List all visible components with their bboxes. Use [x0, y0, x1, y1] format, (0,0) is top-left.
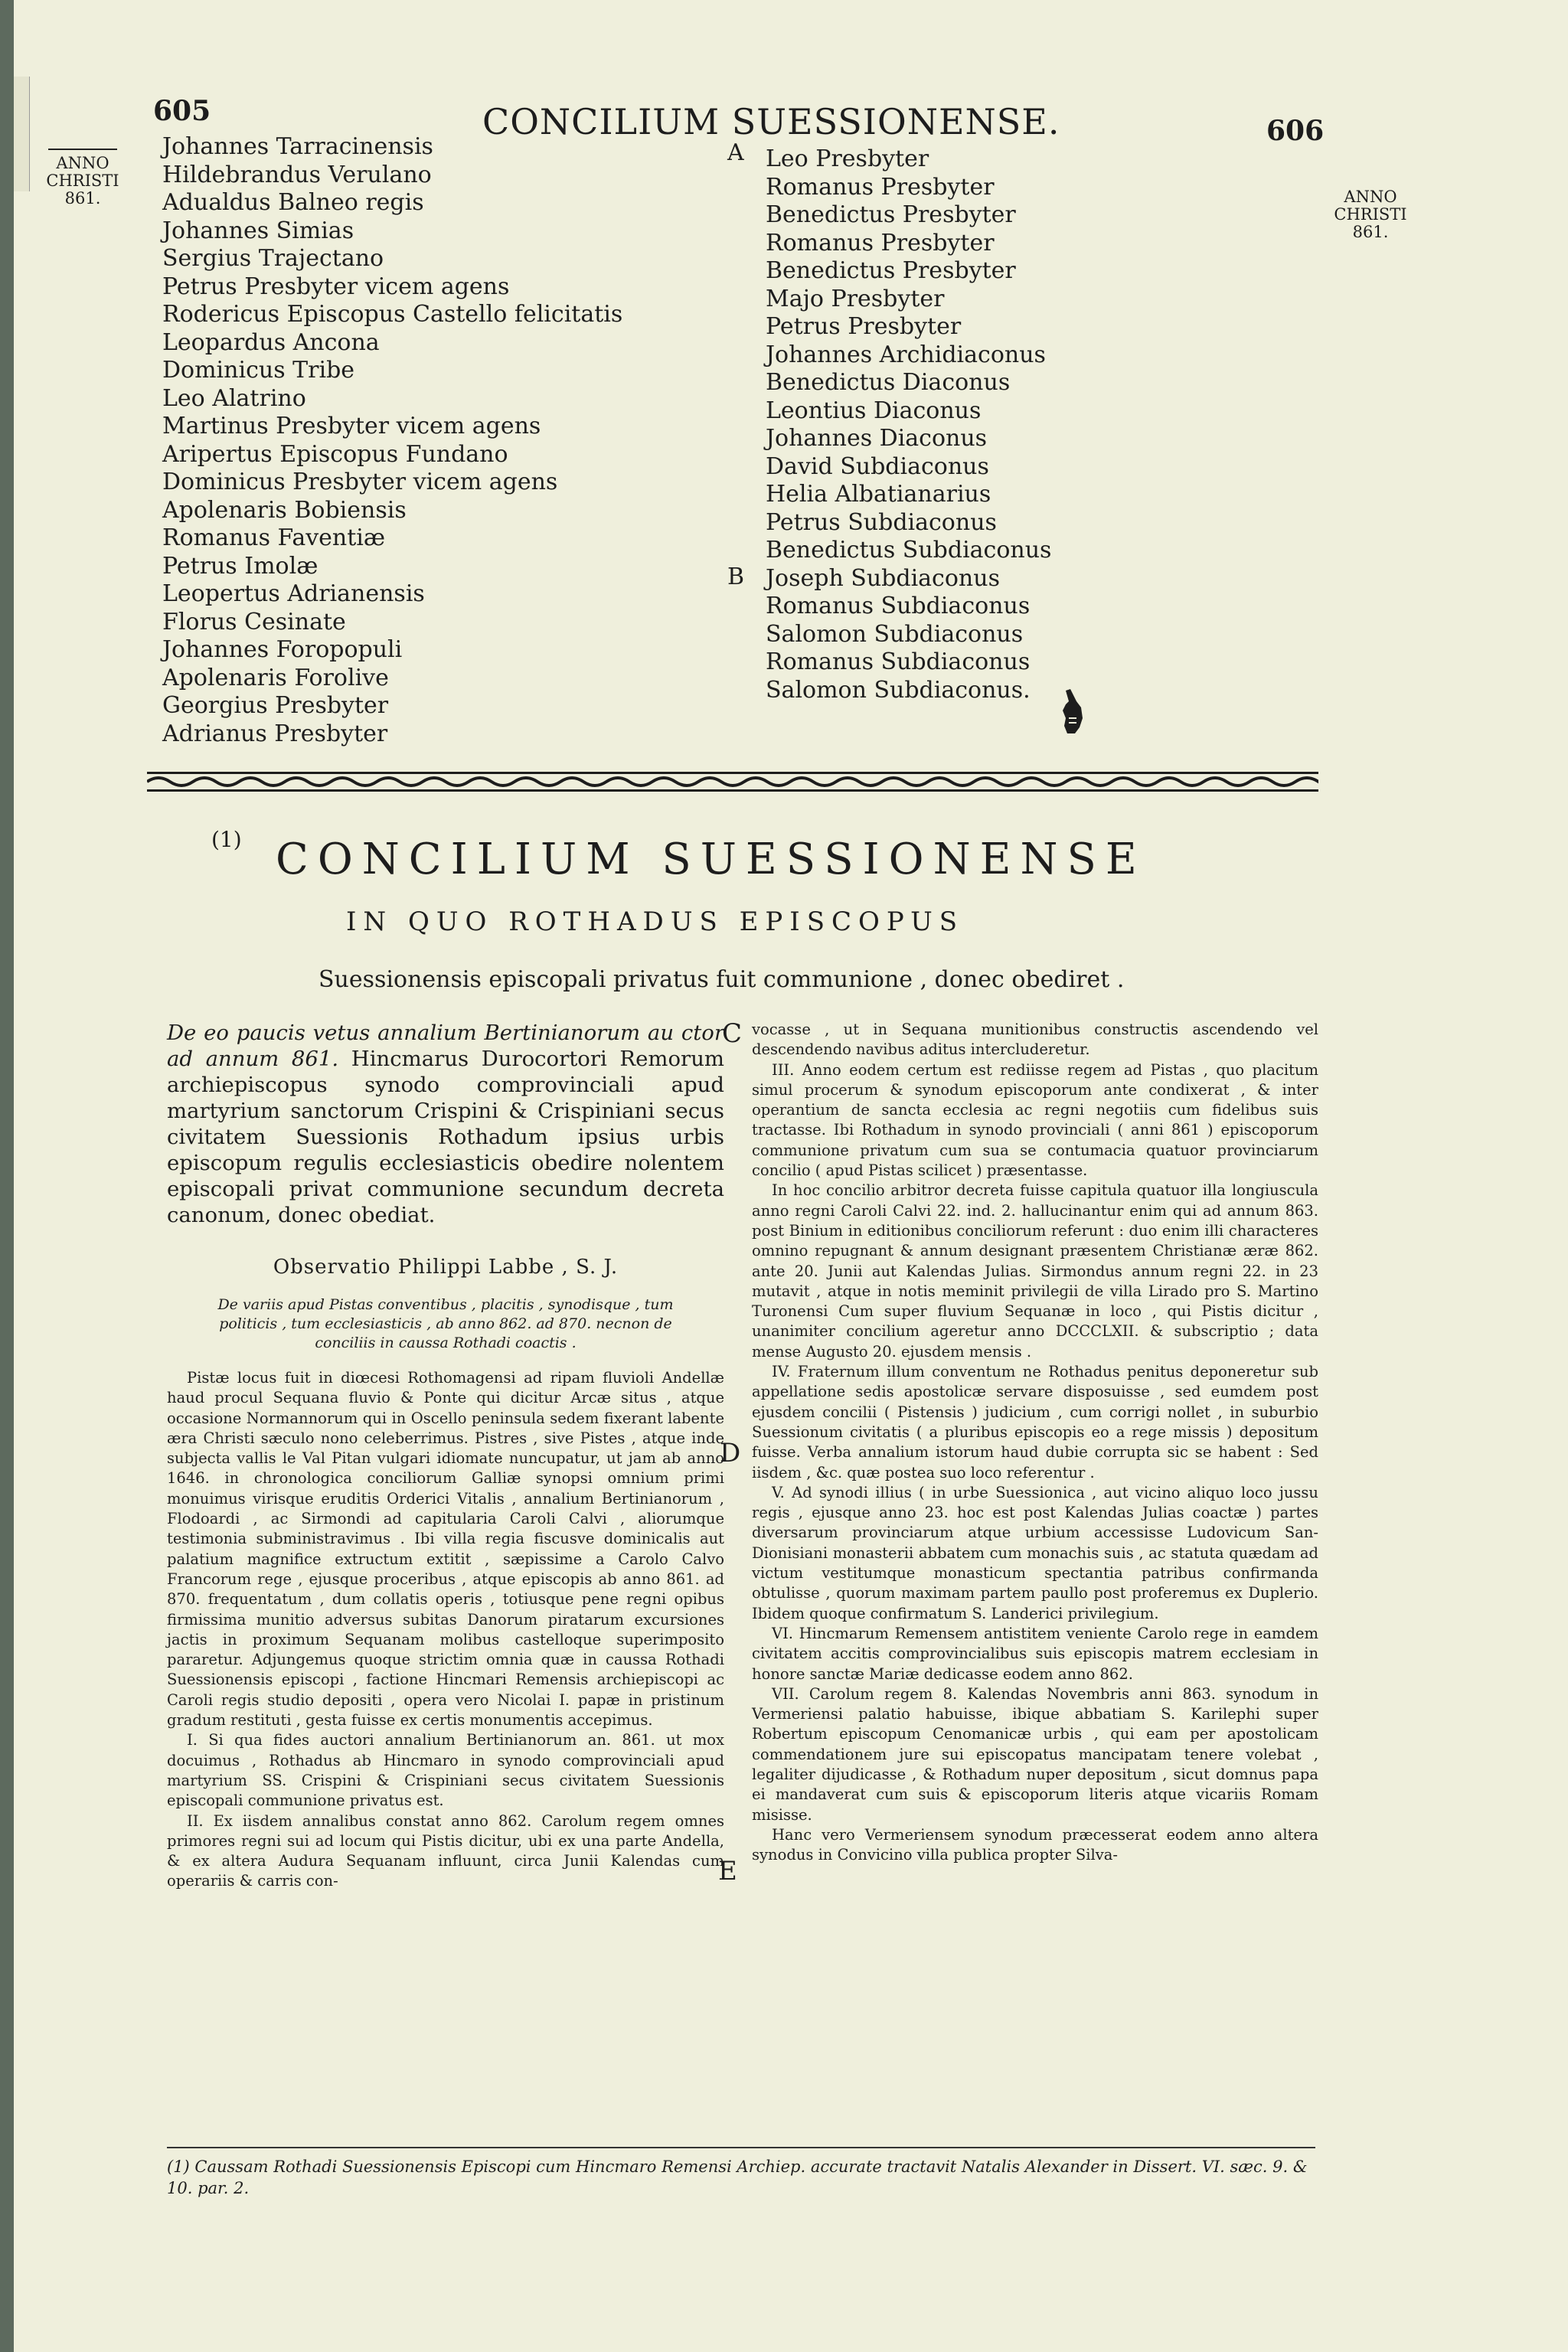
signatory-name: Johannes Archidiaconus	[766, 341, 1046, 368]
signatory-name: Leopardus Ancona	[162, 328, 380, 356]
paragraph: IV. Fraternum illum conventum ne Rothadus penitus deponeretur sub appellatione sedis apostolicæ servare disposuisse , sed eumdem post ejusdem concilii ( Pistensis ) judicium , cum corrigi nollet , in suburbio Suessionum civitatis ( a pluribus episcopis eo a rege missis ) depositum fuisse. Verba annalium istorum haud dubie corrupta sic se habent : Sed iisdem , &c. quæ postea suo loco referentur .	[752, 1363, 1318, 1481]
paragraph: Pistæ locus fuit in diœcesi Rothomagensi ad ripam fluvioli Andellæ haud procul Sequana fluvio & Ponte qui dicitur Arcæ situs , atque occasione Normannorum qui in Oscello peninsula sedem fixerant labente æra Christi sæculo nono celeberrimus. Pistres , sive Pistes , atque inde subjecta vallis le Val Pitan vulgari idiomate nuncupatur, ut jam ab anno 1646. in chronologica conciliorum Galliæ synopsi omnium primi monuimus virisque eruditis Orderici Vitalis , annalium Bertinianorum , Flodoardi , ac Sirmondi ad capitularia Caroli Calvi , aliorumque testimonia subministravimus . Ibi villa regia fiscusve dominicalis aut palatium magnifice extructum extitit , sæpissime a Carolo Calvo Francorum rege , ejusque proceribus , atque episcopis ab anno 861. ad 870. frequentatum , dum collatis operis , totiusque pene regni opibus firmissima munitio adversus subitas Danorum piratarum excursiones jactis in proximum Sequanam molibus castelloque superimposito pararetur. Adjungemus quoque strictim omnia quæ in caussa Rothadi Suessionensis episcopi , factione Hincmari Remensis archiepiscopi ac Caroli regis studio depositi , opera vero Nicolai I. papæ in pristinum gradum restituti , gesta fuisse ex certis monumentis accepimus.	[167, 1369, 724, 1730]
signatory-name: Salomon Subdiaconus.	[766, 676, 1031, 704]
intro-italic: De eo paucis vetus annalium Bertinianorum au ctor ad annum 861.	[167, 1021, 724, 1071]
footnote-rule	[167, 2147, 1315, 2148]
signatory-name: Petrus Presbyter vicem agens	[162, 273, 510, 300]
margin-note-right	[1325, 188, 1416, 241]
observatio-description: De variis apud Pistas conventibus , placitis , synodisque , tum politicis , tum ecclesiasticis , ab anno 862. ad 870. necnon de conciliis in caussa Rothadi coactis .	[217, 1296, 674, 1351]
signatory-name: Benedictus Presbyter	[766, 257, 1016, 284]
signatory-name: Aripertus Episcopus Fundano	[162, 440, 508, 468]
section-letter-c: C	[722, 1018, 743, 1049]
margin-year: 861.	[1352, 223, 1389, 241]
intro-roman: Hincmarus Durocortori Remorum archiepiscopus synodo comprovinciali apud martyrium sanctorum Crispini & Crispiniani secus civitatem Suessionis Rothadum ipsius urbis episcopum regulis ecclesiasticis obedire nolentem episcopali privat communione secundum decreta canonum, donec obediat.	[167, 1047, 724, 1227]
signatory-name: Helia Albatianarius	[766, 481, 991, 508]
signatories-right-column	[766, 145, 1051, 704]
running-title: CONCILIUM SUESSIONENSE.	[482, 101, 1060, 142]
signatory-name: Apolenaris Bobiensis	[162, 496, 407, 524]
margin-christi: CHRISTI	[46, 172, 119, 190]
right-paragraphs	[752, 1020, 1318, 1865]
signatory-name: Majo Presbyter	[766, 285, 945, 312]
signatory-name: Sergius Trajectano	[162, 245, 384, 272]
paragraph: In hoc concilio arbitror decreta fuisse capitula quatuor illa longiuscula anno regni Caroli Calvi 22. ind. 2. hallucinantur enim qui ad annum 863. post Binium in editionibus conciliorum referunt : duo enim illi characteres omnino repugnant & annum designant præsentem Christianæ æræ 862. ante 20. Junii aut Kalendas Julias. Sirmondus annum regni 22. in 23 mutavit , atque in notis meminit privilegii de villa Lirado pro S. Martino Turonensi Cum super fluvium Sequanæ in loco , qui Pistis dicitur , unanimiter concilium ageretur anno DCCCLXII. & subscriptio ; data mense Augusto 20. ejusdem mensis .	[752, 1181, 1318, 1361]
margin-anno: ANNO	[1344, 188, 1397, 206]
council-subtitle-line: Suessionensis episcopali privatus fuit communione , donec obediret .	[318, 966, 1125, 993]
signatory-name: Adualdus Balneo regis	[162, 189, 424, 216]
section-letter-b: B	[727, 564, 745, 590]
signatory-name: Romanus Subdiaconus	[766, 593, 1031, 619]
signatories-left-column	[162, 133, 622, 748]
signatory-name: Petrus Presbyter	[766, 313, 962, 340]
signatory-name: Johannes Simias	[162, 217, 354, 244]
signatory-name: Florus Cesinate	[162, 608, 346, 635]
council-subtitle: IN QUO ROTHADUS EPISCOPUS	[346, 906, 965, 937]
page-number-left: 605	[153, 95, 211, 127]
margin-rule	[48, 149, 117, 150]
pointing-hand-icon	[1060, 688, 1086, 737]
signatory-name: Leontius Diaconus	[766, 397, 982, 424]
signatory-name: David Subdiaconus	[766, 452, 989, 480]
signatory-name: Romanus Presbyter	[766, 173, 995, 201]
signatory-name: Johannes Foropopuli	[162, 636, 403, 663]
signatory-name: Johannes Diaconus	[766, 425, 988, 452]
signatory-name: Johannes Tarracinensis	[162, 133, 433, 160]
signatory-name: Adrianus Presbyter	[162, 720, 388, 747]
paragraph: VI. Hincmarum Remensem antistitem veniente Carolo rege in eamdem civitatem accitis comprovincialibus suis episcopis matrem ecclesiam in honore sanctæ Mariæ dedicasse eodem anno 862.	[752, 1624, 1318, 1683]
margin-year: 861.	[64, 189, 101, 207]
section-letter-e: E	[718, 1856, 737, 1886]
left-text-column	[167, 1020, 724, 1892]
book-page	[14, 0, 1568, 2352]
paragraph: V. Ad synodi illius ( in urbe Suessionica , aut vicino aliquo loco jussu regis , ejusque anno 23. hoc est post Kalendas Julias coactæ ) partes diversarum provinciarum atque urbium accessisse Ludovicum San-Dionisiani monasterii abbatem cum monachis suis , ac statuta quædam ad victum vestitumque monasticum spectantia patribus confirmanda obtulisse , quorum maximam partem paullo post proferemus ex Duplerio. Ibidem quoque confirmatum S. Landerici privilegium.	[752, 1483, 1318, 1622]
paragraph: III. Anno eodem certum est rediisse regem ad Pistas , quo placitum simul procerum & synodum episcoporum ante condixerat , & inter operantium de sancta ecclesia ac regni negotiis cum fidelibus suis tractasse. Ibi Rothadum in synodo provinciali ( anni 861 ) episcoporum communione privatum cum sua se contumacia quatuor provinciarum concilio ( apud Pistas scilicet ) præsentasse.	[752, 1060, 1318, 1180]
signatory-name: Rodericus Episcopus Castello felicitatis	[162, 301, 623, 328]
signatory-name: Benedictus Subdiaconus	[766, 537, 1052, 564]
signatory-name: Romanus Subdiaconus	[766, 648, 1031, 675]
signatory-name: Hildebrandus Verulano	[162, 161, 432, 188]
council-title: CONCILIUM SUESSIONENSE	[276, 835, 1146, 884]
signatory-name: Romanus Faventiæ	[162, 524, 386, 551]
title-footnote-mark: (1)	[211, 827, 242, 852]
signatory-name: Georgius Presbyter	[162, 692, 389, 719]
signatory-name: Petrus Subdiaconus	[766, 508, 997, 536]
signatory-name: Leo Presbyter	[766, 145, 929, 172]
signatory-name: Benedictus Presbyter	[766, 201, 1016, 228]
page-edge-tab	[14, 77, 30, 191]
section-letter-d: D	[720, 1438, 741, 1468]
signatory-name: Salomon Subdiaconus	[766, 620, 1024, 648]
page-number-right: 606	[1266, 115, 1325, 147]
margin-anno: ANNO	[56, 154, 109, 172]
paragraph: I. Si qua fides auctori annalium Bertinianorum an. 861. ut mox docuimus , Rothadus ab Hincmaro in synodo comprovinciali apud martyrium SS. Crispini & Crispiniani secus civitatem Suessionis episcopali communione privatus est.	[167, 1731, 724, 1810]
paragraph: VII. Carolum regem 8. Kalendas Novembris anni 863. synodum in Vermeriensi palatio habuisse, ibique abbatiam S. Karilephi super Robertum episcopum Cenomanicæ urbis , qui eam per apostolicam commendationem jure sui episcopatus mancipatam tenere volebat , legaliter dijudicasse , & Rothadum nuper depositum , sicut domnus papa ei mandaverat cum suis & episcoporum literis atque vicariis Romam misisse.	[752, 1684, 1318, 1824]
right-text-column	[752, 1020, 1318, 1865]
signatory-name: Dominicus Tribe	[162, 357, 355, 384]
margin-christi: CHRISTI	[1334, 205, 1407, 224]
left-paragraphs	[167, 1368, 724, 1892]
intro-paragraph	[167, 1020, 724, 1228]
signatory-name: Martinus Presbyter vicem agens	[162, 413, 541, 439]
paragraph: vocasse , ut in Sequana munitionibus constructis ascendendo vel descendendo navibus aditus intercluderetur.	[752, 1021, 1318, 1059]
observatio-heading: Observatio Philippi Labbe , S. J.	[273, 1256, 619, 1279]
paragraph: II. Ex iisdem annalibus constat anno 862. Carolum regem omnes primores regni sui ad locum qui Pistis dicitur, ubi ex una parte Andella, & ex altera Audura Sequanam influunt, circa Junii Kalendas cum operariis & carris con-	[167, 1811, 724, 1890]
margin-note-left	[37, 149, 129, 207]
signatory-name: Leo Alatrino	[162, 384, 306, 412]
signatory-name: Petrus Imolæ	[162, 552, 318, 580]
signatory-name: Joseph Subdiaconus	[766, 564, 1000, 592]
ornamental-divider	[147, 770, 1318, 793]
signatory-name: Apolenaris Forolive	[162, 664, 389, 691]
signatory-name: Benedictus Diaconus	[766, 369, 1011, 396]
signatory-name: Romanus Presbyter	[766, 229, 995, 256]
section-letter-a: A	[727, 139, 744, 166]
footnote: (1) Caussam Rothadi Suessionensis Episcopi cum Hincmaro Remensi Archiep. accurate tractavit Natalis Alexander in Dissert. VI. sæc. 9. & 10. par. 2.	[167, 2158, 1308, 2197]
signatory-name: Dominicus Presbyter vicem agens	[162, 469, 558, 495]
paragraph: Hanc vero Vermeriensem synodum præcesserat eodem anno altera synodus in Convicino villa publica propter Silva-	[752, 1825, 1318, 1864]
signatory-name: Leopertus Adrianensis	[162, 580, 425, 607]
